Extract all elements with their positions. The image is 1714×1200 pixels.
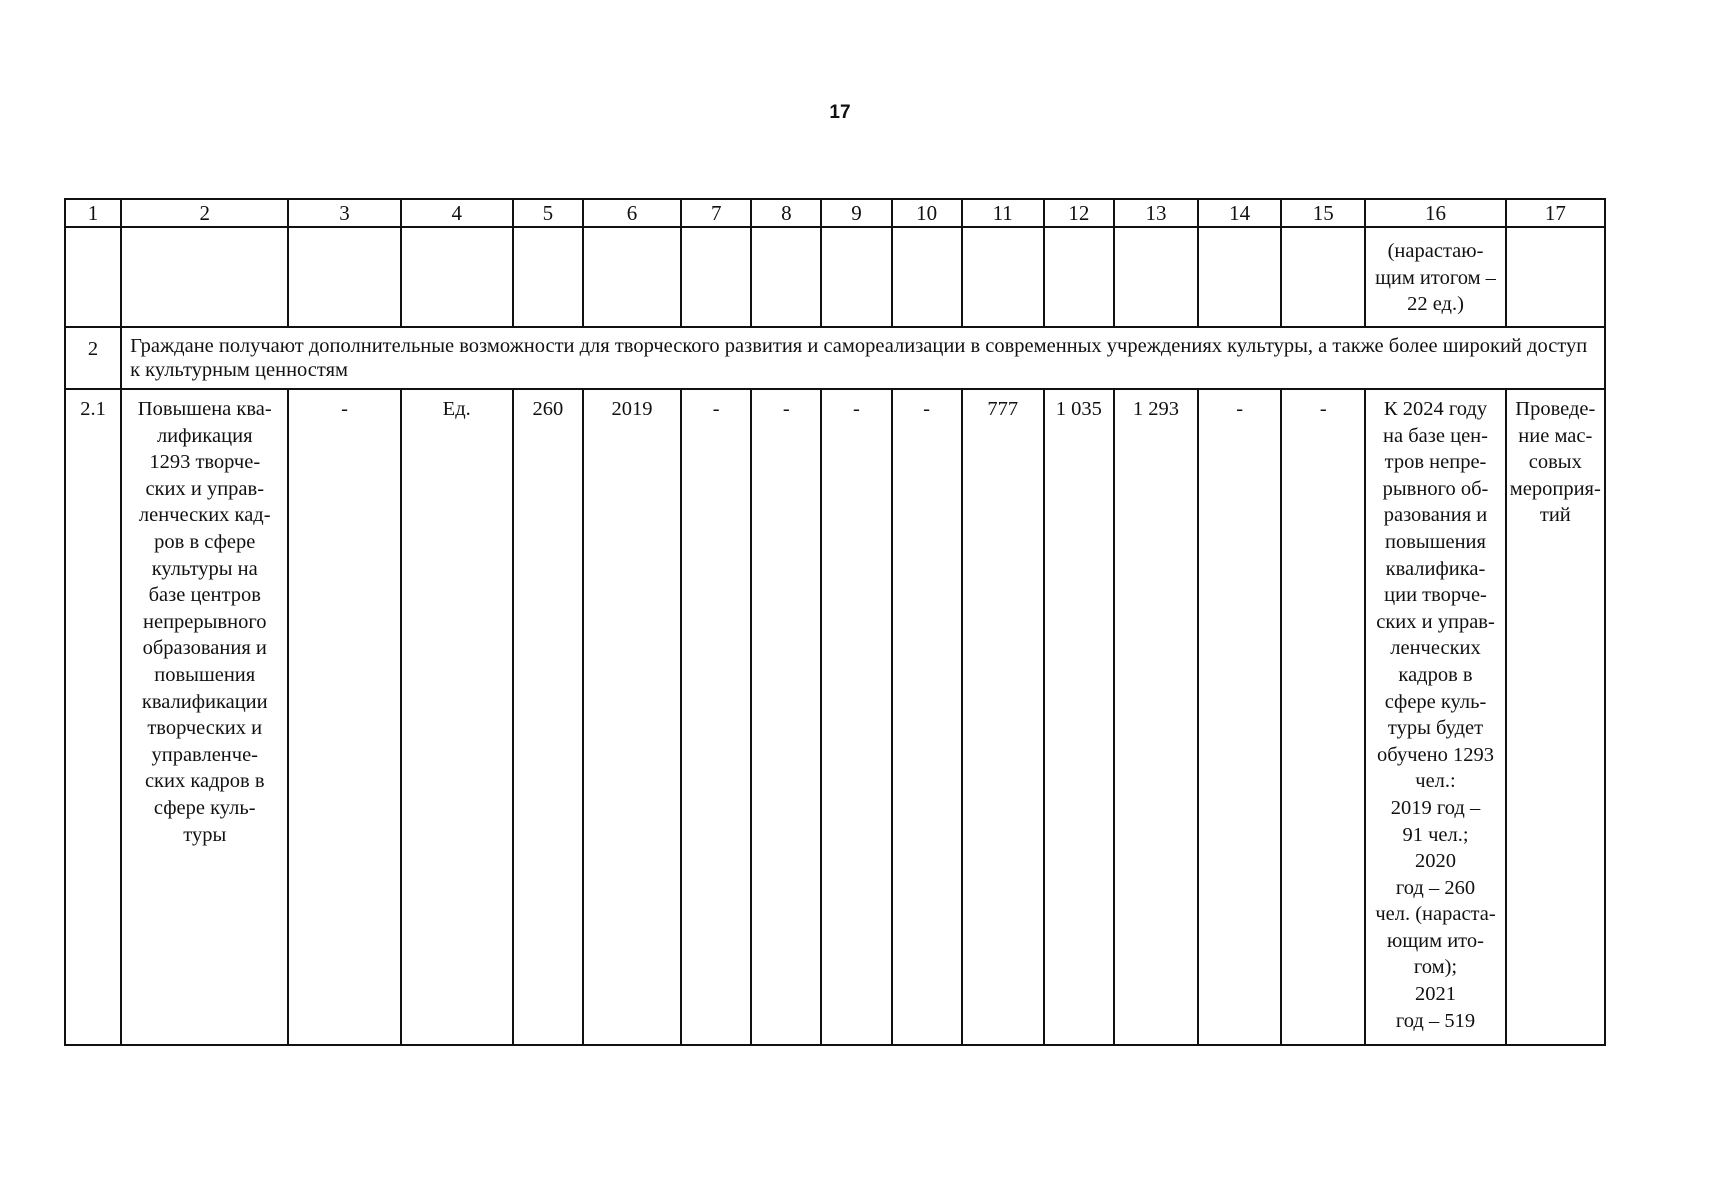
column-number: 6 — [583, 199, 681, 227]
continuation-row — [65, 227, 1605, 327]
column-number: 13 — [1114, 199, 1198, 227]
value-cell: 1 035 — [1044, 389, 1114, 1045]
empty-cell — [1198, 227, 1281, 327]
empty-cell — [401, 227, 513, 327]
empty-cell — [962, 227, 1044, 327]
continuation-note-cell — [1365, 227, 1505, 327]
text-line: ских и управ- — [145, 477, 265, 500]
text-line: повышения — [154, 663, 256, 686]
text-line: щим итогом – — [1375, 266, 1496, 289]
empty-cell — [288, 227, 400, 327]
text-line: непрерывного — [143, 610, 267, 633]
text-line: квалификации — [141, 690, 268, 713]
text-line: культуры на — [151, 557, 258, 580]
page-number: 17 — [829, 102, 851, 123]
text-line: 2021 — [1415, 983, 1456, 1006]
text-line: тров непре- — [1384, 451, 1487, 474]
empty-cell — [583, 227, 681, 327]
item-number: 2.1 — [65, 389, 121, 1045]
text-line: лификация — [156, 424, 253, 447]
text-line: 2019 год – — [1390, 796, 1481, 819]
text-line: совых — [1528, 451, 1582, 474]
column-number: 7 — [681, 199, 751, 227]
text-line: 91 чел.; — [1402, 823, 1469, 846]
text-line: ленческих кад- — [138, 504, 271, 527]
text-line: ских кадров в — [144, 770, 265, 793]
text-line: кадров в — [1398, 663, 1473, 686]
column-number-row — [65, 199, 1605, 227]
text-line: творческих и — [147, 717, 263, 740]
text-line: разования и — [1383, 504, 1488, 527]
text-line: повышения — [1385, 530, 1486, 553]
column-number: 12 — [1044, 199, 1114, 227]
text-line: год – 260 — [1395, 876, 1476, 899]
text-line: образования и — [142, 637, 267, 660]
value-cell: - — [681, 389, 751, 1045]
unit-cell: Ед. — [401, 389, 513, 1045]
text-line: 22 ед.) — [1407, 293, 1464, 316]
column-number: 9 — [821, 199, 891, 227]
column-number: 17 — [1506, 199, 1605, 227]
text-line: туры будет — [1387, 717, 1484, 740]
column-number: 16 — [1365, 199, 1505, 227]
text-line: обучено 1293 — [1377, 743, 1494, 766]
value-cell: - — [1198, 389, 1281, 1045]
text-line: ленческих — [1390, 637, 1481, 660]
text-line: управленче- — [151, 743, 258, 766]
value-cell: 777 — [962, 389, 1044, 1045]
text-line: (нарастаю- — [1387, 240, 1484, 262]
text-line: базе центров — [148, 584, 261, 607]
text-line: К 2024 году — [1383, 398, 1488, 420]
text-line: мероприя- — [1509, 477, 1601, 500]
empty-cell — [1506, 227, 1605, 327]
column-number: 15 — [1281, 199, 1365, 227]
column-number: 4 — [401, 199, 513, 227]
text-line: ских и управ- — [1376, 610, 1495, 633]
text-line: Повышена ква- — [137, 398, 272, 420]
text-line: квалифика- — [1385, 557, 1486, 580]
empty-cell — [1114, 227, 1198, 327]
text-line: год – 519 — [1395, 1009, 1476, 1032]
empty-cell — [513, 227, 583, 327]
empty-cell — [1044, 227, 1114, 327]
column-number: 5 — [513, 199, 583, 227]
empty-cell — [751, 227, 821, 327]
empty-cell — [121, 227, 288, 327]
text-line: чел.: — [1415, 770, 1456, 793]
text-line: 2020 — [1415, 850, 1456, 873]
empty-cell — [821, 227, 891, 327]
value-cell: - — [821, 389, 891, 1045]
text-line: сфере куль- — [153, 796, 256, 819]
column-number: 8 — [751, 199, 821, 227]
column-number: 10 — [892, 199, 962, 227]
column-number: 14 — [1198, 199, 1281, 227]
text-line: тий — [1539, 504, 1571, 527]
section-number: 2 — [65, 327, 121, 389]
text-line: на базе цен- — [1383, 424, 1488, 447]
text-line: рывного об- — [1382, 477, 1489, 500]
text-line: туры — [183, 823, 227, 846]
empty-cell — [681, 227, 751, 327]
column-number: 11 — [962, 199, 1044, 227]
text-line: Проведе- — [1515, 398, 1596, 420]
section-row — [65, 327, 1605, 389]
text-line: 1293 творче- — [149, 451, 261, 474]
section-title: Граждане получают дополнительные возможности для творческого развития и самореализации в современных учреждениях культуры, а также более широкий доступ к культурным ценностям — [121, 327, 1605, 389]
text-line: сфере куль- — [1384, 690, 1487, 713]
empty-cell — [65, 227, 121, 327]
item-description-cell — [121, 389, 288, 1045]
empty-cell — [892, 227, 962, 327]
value-cell: - — [288, 389, 400, 1045]
text-line: чел. (нараста- — [1375, 903, 1496, 926]
year-cell: 2019 — [583, 389, 681, 1045]
activity-cell — [1506, 389, 1605, 1045]
value-cell: 260 — [513, 389, 583, 1045]
indicators-table — [64, 198, 1606, 1046]
text-line: ции творче- — [1384, 584, 1487, 607]
column-number: 3 — [288, 199, 400, 227]
text-line: гом); — [1413, 956, 1458, 979]
result-description-cell — [1365, 389, 1505, 1045]
column-number: 2 — [121, 199, 288, 227]
text-line: ние мас- — [1518, 424, 1593, 447]
text-line: ющим ито- — [1387, 929, 1484, 952]
value-cell: - — [1281, 389, 1365, 1045]
value-cell: - — [751, 389, 821, 1045]
column-number: 1 — [65, 199, 121, 227]
value-cell: 1 293 — [1114, 389, 1198, 1045]
item-row — [65, 389, 1605, 1045]
empty-cell — [1281, 227, 1365, 327]
value-cell: - — [892, 389, 962, 1045]
text-line: ров в сфере — [154, 530, 256, 553]
